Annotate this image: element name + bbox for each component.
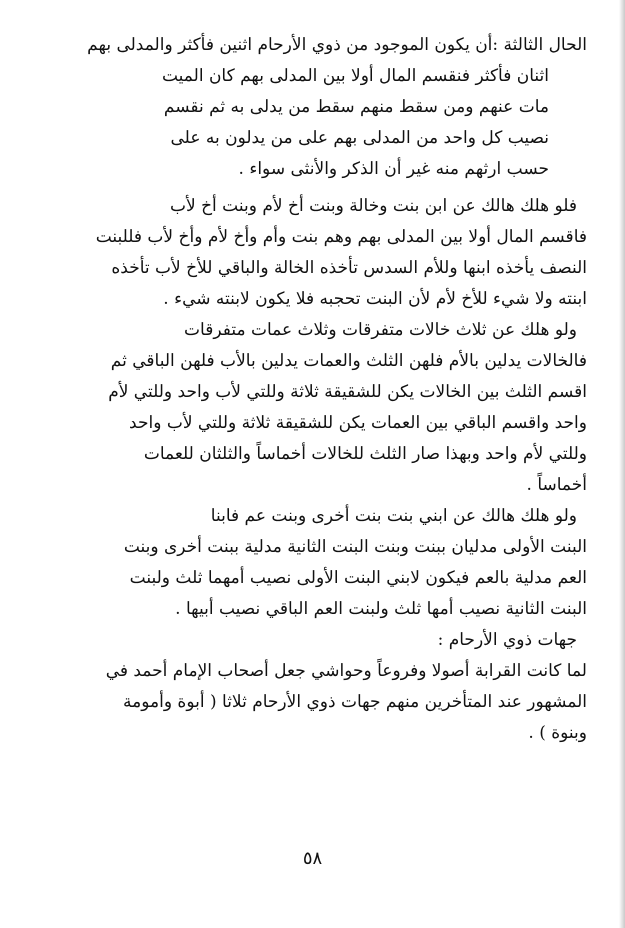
text-line: وبنوة ) . [528,723,587,743]
text-line: البنت الثانية نصيب أمها ثلث ولبنت العم الباقي نصيب أبيها . [175,599,587,619]
text-line: الحال الثالثة :أن يكون الموجود من ذوي الأرحام اثنين فأكثر والمدلى بهم [87,35,587,55]
text-line: لما كانت القرابة أصولا وفروعاً وحواشي جعل أصحاب الإمام أحمد في [105,661,587,681]
text-line: اثنان فأكثر فنقسم المال أولا بين المدلى بهم كان الميت [161,66,549,86]
text-line: نصيب كل واحد من المدلى بهم على من يدلون به على [170,128,549,148]
text-line: فلو هلك هالك عن ابن بنت وخالة وبنت أخ لأم وبنت أخ لأب [169,196,577,216]
text-line: ولو هلك عن ثلاث خالات متفرقات وثلاث عمات متفرقات [184,320,577,340]
page-number: ٥٨ [302,848,323,869]
text-line: حسب ارثهم منه غير أن الذكر والأنثى سواء . [238,159,549,179]
paragraph [44,501,587,625]
text-line: فاقسم المال أولا بين المدلى بهم وهم بنت وأم وأخ لأم وأخ لأب فللبنت [95,227,587,247]
text-line: فالخالات يدلين بالأم فلهن الثلث والعمات يدلين بالأب فلهن الباقي ثم [110,351,587,371]
body-text [44,30,587,749]
text-line: وللتي لأم واحد وبهذا صار الثلث للخالات أخماساً والثلثان للعمات [143,444,587,464]
text-line: ابنته ولا شيء للأخ لأم لأن البنت تحجبه فلا يكون لابنته شيء . [163,289,587,309]
text-line: البنت الأولى مدليان ببنت وبنت البنت الثانية مدلية ببنت أخرى وبنت [123,537,587,557]
paragraph [44,315,587,501]
text-line: النصف يأخذه ابنها وللأم السدس تأخذه الخالة والباقي للأخ لأب تأخذه [111,258,587,278]
text-line: المشهور عند المتأخرين منهم جهات ذوي الأرحام ثلاثا ( أبوة وأمومة [122,692,587,712]
text-line: العم مدلية بالعم فيكون لابني البنت الأولى نصيب أمهما ثلث ولبنت [129,568,587,588]
section-heading [44,625,587,656]
text-line: اقسم الثلث بين الخالات يكن للشقيقة ثلاثة وللتي لأب واحد وللتي لأم [108,382,587,402]
heading-text: جهات ذوي الأرحام : [437,630,577,650]
text-line: ولو هلك هالك عن ابني بنت بنت أخرى وبنت عم فابنا [210,506,577,526]
paragraph [44,656,587,749]
text-line: واحد واقسم الباقي بين العمات يكن للشقيقة ثلاثة وللتي لأب واحد [129,413,587,433]
page-edge-shadow [619,0,625,928]
text-line: مات عنهم ومن سقط منهم سقط من يدلى به ثم نقسم [163,97,549,117]
text-line: أخماساً . [526,475,587,495]
paragraph [44,191,587,315]
paragraph [44,30,587,185]
